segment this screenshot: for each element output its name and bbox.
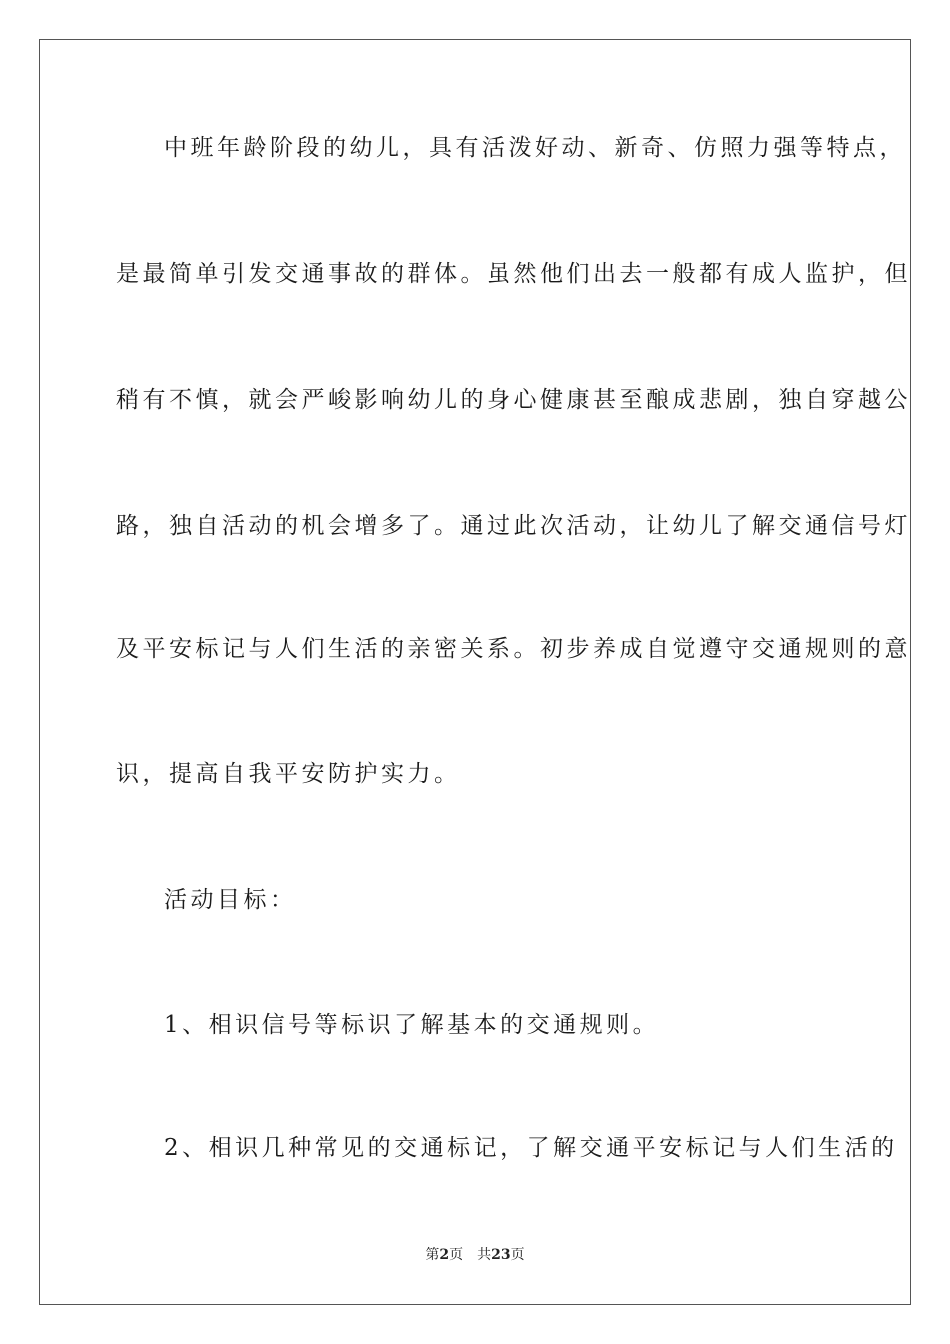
body-text-line: 识，提高自我平安防护实力。: [116, 761, 461, 787]
current-page-number: 2: [439, 1247, 450, 1263]
page-footer: [0, 1246, 950, 1264]
page-number-prefix: 第: [425, 1247, 440, 1263]
section-heading: 活动目标：: [164, 887, 297, 913]
page-number-suffix: 页: [449, 1247, 464, 1263]
page-border: [39, 39, 911, 1305]
total-pages-prefix: 共: [477, 1247, 492, 1263]
total-pages-suffix: 页: [510, 1247, 525, 1263]
body-text-line: 稍有不慎，就会严峻影响幼儿的身心健康甚至酿成悲剧，独自穿越公: [116, 387, 911, 413]
list-item: 1、相识信号等标识了解基本的交通规则。: [164, 1012, 660, 1038]
total-pages-number: 23: [491, 1247, 511, 1263]
body-text-line: 路，独自活动的机会增多了。通过此次活动，让幼儿了解交通信号灯: [116, 513, 911, 539]
list-item: 2、相识几种常见的交通标记，了解交通平安标记与人们生活的: [164, 1135, 898, 1161]
body-text-line: 是最简单引发交通事故的群体。虽然他们出去一般都有成人监护，但: [116, 261, 911, 287]
body-text-line: 中班年龄阶段的幼儿，具有活泼好动、新奇、仿照力强等特点，: [164, 135, 906, 161]
body-text-line: 及平安标记与人们生活的亲密关系。初步养成自觉遵守交通规则的意: [116, 636, 911, 662]
